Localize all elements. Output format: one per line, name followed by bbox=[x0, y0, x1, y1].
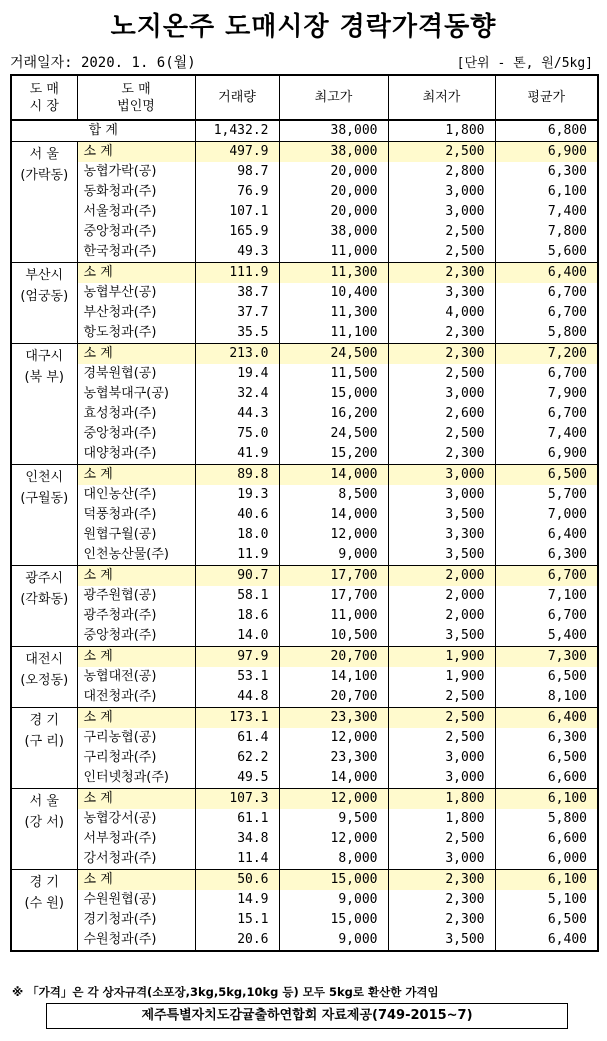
company-name: 농협대전(공) bbox=[77, 667, 195, 687]
max-price-cell: 9,500 bbox=[279, 809, 388, 829]
min-price-cell: 1,800 bbox=[388, 789, 495, 810]
max-price-cell: 14,000 bbox=[279, 465, 388, 486]
max-price-cell: 9,000 bbox=[279, 545, 388, 566]
min-price-cell: 3,000 bbox=[388, 849, 495, 870]
min-price-cell: 3,000 bbox=[388, 182, 495, 202]
company-name: 효성청과(주) bbox=[77, 404, 195, 424]
volume-cell: 61.1 bbox=[195, 809, 279, 829]
avg-price-cell: 6,400 bbox=[495, 930, 598, 951]
subtotal-row bbox=[11, 263, 598, 284]
header-market-text: 도 매 시 장 bbox=[29, 81, 59, 114]
avg-price-cell: 7,400 bbox=[495, 202, 598, 222]
company-name: 소 계 bbox=[77, 566, 195, 587]
company-name: 구리농협(공) bbox=[77, 728, 195, 748]
table-header-row bbox=[11, 75, 598, 120]
table-row bbox=[11, 182, 598, 202]
min-price-cell: 3,000 bbox=[388, 384, 495, 404]
company-name: 수원원협(공) bbox=[77, 890, 195, 910]
min-price-cell: 2,300 bbox=[388, 323, 495, 344]
market-name: 부산시 (엄궁동) bbox=[11, 263, 77, 344]
min-price-cell: 2,000 bbox=[388, 586, 495, 606]
company-name: 농협강서(공) bbox=[77, 809, 195, 829]
avg-price-cell: 6,100 bbox=[495, 182, 598, 202]
min-price-cell: 4,000 bbox=[388, 303, 495, 323]
volume-cell: 107.1 bbox=[195, 202, 279, 222]
subtotal-row bbox=[11, 870, 598, 891]
max-price-cell: 10,400 bbox=[279, 283, 388, 303]
table-row bbox=[11, 910, 598, 930]
table-row bbox=[11, 424, 598, 444]
company-name: 농협북대구(공) bbox=[77, 384, 195, 404]
company-name: 소 계 bbox=[77, 344, 195, 365]
volume-cell: 89.8 bbox=[195, 465, 279, 486]
max-price-cell: 11,300 bbox=[279, 303, 388, 323]
company-name: 대인농산(주) bbox=[77, 485, 195, 505]
max-price-cell: 23,300 bbox=[279, 748, 388, 768]
min-price-cell: 2,500 bbox=[388, 424, 495, 444]
table-row bbox=[11, 890, 598, 910]
source-box: 제주특별자치도감귤출하연합회 자료제공(749-2015~7) bbox=[46, 1003, 568, 1029]
min-price-cell: 2,000 bbox=[388, 606, 495, 626]
table-row bbox=[11, 829, 598, 849]
company-name: 소 계 bbox=[77, 647, 195, 668]
avg-price-cell: 6,400 bbox=[495, 263, 598, 284]
company-name: 대전청과(주) bbox=[77, 687, 195, 708]
volume-cell: 18.6 bbox=[195, 606, 279, 626]
company-name: 광주원협(공) bbox=[77, 586, 195, 606]
volume-cell: 32.4 bbox=[195, 384, 279, 404]
table-row bbox=[11, 242, 598, 263]
table-row bbox=[11, 303, 598, 323]
min-price-cell: 3,000 bbox=[388, 465, 495, 486]
avg-price-cell: 6,100 bbox=[495, 789, 598, 810]
company-name: 농협가락(공) bbox=[77, 162, 195, 182]
avg-price-cell: 7,000 bbox=[495, 505, 598, 525]
max-price-cell: 11,000 bbox=[279, 242, 388, 263]
company-name: 구리청과(주) bbox=[77, 748, 195, 768]
volume-cell: 14.9 bbox=[195, 890, 279, 910]
company-name: 항도청과(주) bbox=[77, 323, 195, 344]
min-price-cell: 2,500 bbox=[388, 829, 495, 849]
volume-cell: 76.9 bbox=[195, 182, 279, 202]
subtotal-row bbox=[11, 142, 598, 163]
market-name: 대전시 (오정동) bbox=[11, 647, 77, 708]
table-row bbox=[11, 687, 598, 708]
total-max: 38,000 bbox=[279, 120, 388, 142]
max-price-cell: 23,300 bbox=[279, 708, 388, 729]
header-market bbox=[11, 75, 77, 120]
market-name: 서 울 (강 서) bbox=[11, 789, 77, 870]
volume-cell: 213.0 bbox=[195, 344, 279, 365]
market-name: 광주시 (각화동) bbox=[11, 566, 77, 647]
header-min: 최저가 bbox=[388, 75, 495, 120]
table-row bbox=[11, 384, 598, 404]
volume-cell: 19.4 bbox=[195, 364, 279, 384]
volume-cell: 34.8 bbox=[195, 829, 279, 849]
company-name: 경북원협(공) bbox=[77, 364, 195, 384]
company-name: 강서청과(주) bbox=[77, 849, 195, 870]
header-company-text: 도 매 법인명 bbox=[117, 81, 155, 114]
market-name: 경 기 (수 원) bbox=[11, 870, 77, 952]
min-price-cell: 2,500 bbox=[388, 222, 495, 242]
total-volume: 1,432.2 bbox=[195, 120, 279, 142]
min-price-cell: 2,300 bbox=[388, 910, 495, 930]
min-price-cell: 2,300 bbox=[388, 344, 495, 365]
volume-cell: 41.9 bbox=[195, 444, 279, 465]
total-avg: 6,800 bbox=[495, 120, 598, 142]
company-name: 원협구월(공) bbox=[77, 525, 195, 545]
min-price-cell: 2,500 bbox=[388, 142, 495, 163]
avg-price-cell: 7,800 bbox=[495, 222, 598, 242]
volume-cell: 61.4 bbox=[195, 728, 279, 748]
company-name: 소 계 bbox=[77, 708, 195, 729]
company-name: 한국청과(주) bbox=[77, 242, 195, 263]
volume-cell: 44.8 bbox=[195, 687, 279, 708]
min-price-cell: 2,300 bbox=[388, 444, 495, 465]
max-price-cell: 24,500 bbox=[279, 424, 388, 444]
max-price-cell: 9,000 bbox=[279, 890, 388, 910]
total-label: 합 계 bbox=[11, 120, 195, 142]
table-row bbox=[11, 768, 598, 789]
min-price-cell: 1,800 bbox=[388, 809, 495, 829]
avg-price-cell: 6,000 bbox=[495, 849, 598, 870]
table-row bbox=[11, 930, 598, 951]
company-name: 경기청과(주) bbox=[77, 910, 195, 930]
company-name: 소 계 bbox=[77, 263, 195, 284]
min-price-cell: 2,300 bbox=[388, 870, 495, 891]
avg-price-cell: 5,400 bbox=[495, 626, 598, 647]
max-price-cell: 12,000 bbox=[279, 728, 388, 748]
avg-price-cell: 8,100 bbox=[495, 687, 598, 708]
table-row bbox=[11, 222, 598, 242]
company-name: 중앙청과(주) bbox=[77, 222, 195, 242]
max-price-cell: 11,100 bbox=[279, 323, 388, 344]
volume-cell: 107.3 bbox=[195, 789, 279, 810]
avg-price-cell: 6,700 bbox=[495, 303, 598, 323]
min-price-cell: 2,500 bbox=[388, 242, 495, 263]
company-name: 중앙청과(주) bbox=[77, 626, 195, 647]
max-price-cell: 20,700 bbox=[279, 647, 388, 668]
market-name: 경 기 (구 리) bbox=[11, 708, 77, 789]
volume-cell: 38.7 bbox=[195, 283, 279, 303]
table-row bbox=[11, 202, 598, 222]
max-price-cell: 20,700 bbox=[279, 687, 388, 708]
max-price-cell: 15,000 bbox=[279, 870, 388, 891]
avg-price-cell: 6,600 bbox=[495, 768, 598, 789]
market-name: 서 울 (가락동) bbox=[11, 142, 77, 263]
avg-price-cell: 7,100 bbox=[495, 586, 598, 606]
max-price-cell: 38,000 bbox=[279, 222, 388, 242]
company-name: 중앙청과(주) bbox=[77, 424, 195, 444]
avg-price-cell: 7,400 bbox=[495, 424, 598, 444]
min-price-cell: 3,000 bbox=[388, 202, 495, 222]
min-price-cell: 2,600 bbox=[388, 404, 495, 424]
subtotal-row bbox=[11, 344, 598, 365]
min-price-cell: 3,000 bbox=[388, 748, 495, 768]
table-row bbox=[11, 444, 598, 465]
max-price-cell: 15,000 bbox=[279, 910, 388, 930]
table-row bbox=[11, 162, 598, 182]
company-name: 소 계 bbox=[77, 142, 195, 163]
volume-cell: 40.6 bbox=[195, 505, 279, 525]
table-body bbox=[11, 120, 598, 951]
table-row bbox=[11, 404, 598, 424]
header-volume: 거래량 bbox=[195, 75, 279, 120]
avg-price-cell: 6,700 bbox=[495, 566, 598, 587]
avg-price-cell: 6,500 bbox=[495, 910, 598, 930]
volume-cell: 14.0 bbox=[195, 626, 279, 647]
table-row bbox=[11, 505, 598, 525]
min-price-cell: 2,500 bbox=[388, 687, 495, 708]
company-name: 소 계 bbox=[77, 465, 195, 486]
max-price-cell: 17,700 bbox=[279, 586, 388, 606]
footnote: ※ 「가격」은 각 상자규격(소포장,3kg,5kg,10kg 등) 모두 5kg로 환산한 가격임 bbox=[12, 985, 439, 999]
avg-price-cell: 7,900 bbox=[495, 384, 598, 404]
min-price-cell: 2,500 bbox=[388, 708, 495, 729]
volume-cell: 37.7 bbox=[195, 303, 279, 323]
max-price-cell: 10,500 bbox=[279, 626, 388, 647]
max-price-cell: 20,000 bbox=[279, 162, 388, 182]
table-row bbox=[11, 525, 598, 545]
min-price-cell: 2,500 bbox=[388, 364, 495, 384]
max-price-cell: 14,000 bbox=[279, 505, 388, 525]
avg-price-cell: 6,900 bbox=[495, 142, 598, 163]
volume-cell: 98.7 bbox=[195, 162, 279, 182]
max-price-cell: 11,000 bbox=[279, 606, 388, 626]
max-price-cell: 12,000 bbox=[279, 829, 388, 849]
table-row bbox=[11, 667, 598, 687]
market-name: 인천시 (구월동) bbox=[11, 465, 77, 566]
volume-cell: 173.1 bbox=[195, 708, 279, 729]
volume-cell: 11.4 bbox=[195, 849, 279, 870]
max-price-cell: 11,500 bbox=[279, 364, 388, 384]
table-row bbox=[11, 606, 598, 626]
company-name: 소 계 bbox=[77, 870, 195, 891]
avg-price-cell: 7,200 bbox=[495, 344, 598, 365]
subtotal-row bbox=[11, 789, 598, 810]
min-price-cell: 2,000 bbox=[388, 566, 495, 587]
min-price-cell: 2,300 bbox=[388, 890, 495, 910]
company-name: 서울청과(주) bbox=[77, 202, 195, 222]
subtotal-row bbox=[11, 647, 598, 668]
volume-cell: 44.3 bbox=[195, 404, 279, 424]
company-name: 인터넷청과(주) bbox=[77, 768, 195, 789]
avg-price-cell: 6,100 bbox=[495, 870, 598, 891]
max-price-cell: 8,000 bbox=[279, 849, 388, 870]
min-price-cell: 1,900 bbox=[388, 667, 495, 687]
max-price-cell: 16,200 bbox=[279, 404, 388, 424]
max-price-cell: 12,000 bbox=[279, 789, 388, 810]
volume-cell: 58.1 bbox=[195, 586, 279, 606]
avg-price-cell: 6,400 bbox=[495, 525, 598, 545]
table-row bbox=[11, 323, 598, 344]
max-price-cell: 8,500 bbox=[279, 485, 388, 505]
max-price-cell: 20,000 bbox=[279, 202, 388, 222]
table-row bbox=[11, 728, 598, 748]
avg-price-cell: 7,300 bbox=[495, 647, 598, 668]
avg-price-cell: 6,500 bbox=[495, 748, 598, 768]
min-price-cell: 3,500 bbox=[388, 545, 495, 566]
avg-price-cell: 5,100 bbox=[495, 890, 598, 910]
avg-price-cell: 6,700 bbox=[495, 404, 598, 424]
volume-cell: 90.7 bbox=[195, 566, 279, 587]
table-row bbox=[11, 283, 598, 303]
header-avg: 평균가 bbox=[495, 75, 598, 120]
max-price-cell: 15,200 bbox=[279, 444, 388, 465]
max-price-cell: 14,100 bbox=[279, 667, 388, 687]
avg-price-cell: 6,300 bbox=[495, 545, 598, 566]
avg-price-cell: 6,300 bbox=[495, 162, 598, 182]
max-price-cell: 15,000 bbox=[279, 384, 388, 404]
company-name: 대양청과(주) bbox=[77, 444, 195, 465]
min-price-cell: 3,000 bbox=[388, 768, 495, 789]
avg-price-cell: 6,700 bbox=[495, 606, 598, 626]
volume-cell: 20.6 bbox=[195, 930, 279, 951]
volume-cell: 111.9 bbox=[195, 263, 279, 284]
company-name: 소 계 bbox=[77, 789, 195, 810]
min-price-cell: 3,500 bbox=[388, 626, 495, 647]
max-price-cell: 11,300 bbox=[279, 263, 388, 284]
table-row bbox=[11, 626, 598, 647]
table-row bbox=[11, 364, 598, 384]
avg-price-cell: 6,500 bbox=[495, 465, 598, 486]
table-row bbox=[11, 586, 598, 606]
volume-cell: 497.9 bbox=[195, 142, 279, 163]
company-name: 광주청과(주) bbox=[77, 606, 195, 626]
volume-cell: 49.3 bbox=[195, 242, 279, 263]
avg-price-cell: 6,300 bbox=[495, 728, 598, 748]
volume-cell: 49.5 bbox=[195, 768, 279, 789]
volume-cell: 35.5 bbox=[195, 323, 279, 344]
company-name: 수원청과(주) bbox=[77, 930, 195, 951]
avg-price-cell: 6,700 bbox=[495, 283, 598, 303]
table-row bbox=[11, 545, 598, 566]
max-price-cell: 38,000 bbox=[279, 142, 388, 163]
header-company bbox=[77, 75, 195, 120]
min-price-cell: 2,500 bbox=[388, 728, 495, 748]
price-table bbox=[10, 74, 599, 952]
table-row bbox=[11, 485, 598, 505]
volume-cell: 62.2 bbox=[195, 748, 279, 768]
total-row bbox=[11, 120, 598, 142]
avg-price-cell: 6,600 bbox=[495, 829, 598, 849]
avg-price-cell: 6,500 bbox=[495, 667, 598, 687]
avg-price-cell: 5,800 bbox=[495, 323, 598, 344]
min-price-cell: 3,300 bbox=[388, 283, 495, 303]
volume-cell: 50.6 bbox=[195, 870, 279, 891]
company-name: 덕풍청과(주) bbox=[77, 505, 195, 525]
avg-price-cell: 5,700 bbox=[495, 485, 598, 505]
min-price-cell: 2,800 bbox=[388, 162, 495, 182]
subtotal-row bbox=[11, 708, 598, 729]
max-price-cell: 17,700 bbox=[279, 566, 388, 587]
table-row bbox=[11, 748, 598, 768]
page-title: 노지온주 도매시장 경락가격동향 bbox=[110, 12, 497, 42]
table-row bbox=[11, 849, 598, 870]
min-price-cell: 2,300 bbox=[388, 263, 495, 284]
company-name: 인천농산물(주) bbox=[77, 545, 195, 566]
table-row bbox=[11, 809, 598, 829]
company-name: 부산청과(주) bbox=[77, 303, 195, 323]
company-name: 농협부산(공) bbox=[77, 283, 195, 303]
subtotal-row bbox=[11, 566, 598, 587]
header-max: 최고가 bbox=[279, 75, 388, 120]
avg-price-cell: 6,900 bbox=[495, 444, 598, 465]
max-price-cell: 9,000 bbox=[279, 930, 388, 951]
company-name: 서부청과(주) bbox=[77, 829, 195, 849]
volume-cell: 53.1 bbox=[195, 667, 279, 687]
min-price-cell: 3,000 bbox=[388, 485, 495, 505]
market-name: 대구시 (북 부) bbox=[11, 344, 77, 465]
min-price-cell: 1,900 bbox=[388, 647, 495, 668]
volume-cell: 15.1 bbox=[195, 910, 279, 930]
avg-price-cell: 6,700 bbox=[495, 364, 598, 384]
trade-date: 거래일자: 2020. 1. 6(월) bbox=[10, 55, 196, 71]
max-price-cell: 20,000 bbox=[279, 182, 388, 202]
min-price-cell: 3,500 bbox=[388, 505, 495, 525]
volume-cell: 11.9 bbox=[195, 545, 279, 566]
min-price-cell: 3,300 bbox=[388, 525, 495, 545]
company-name: 동화청과(주) bbox=[77, 182, 195, 202]
subtotal-row bbox=[11, 465, 598, 486]
max-price-cell: 14,000 bbox=[279, 768, 388, 789]
min-price-cell: 3,500 bbox=[388, 930, 495, 951]
avg-price-cell: 5,800 bbox=[495, 809, 598, 829]
volume-cell: 75.0 bbox=[195, 424, 279, 444]
avg-price-cell: 5,600 bbox=[495, 242, 598, 263]
volume-cell: 19.3 bbox=[195, 485, 279, 505]
volume-cell: 18.0 bbox=[195, 525, 279, 545]
volume-cell: 165.9 bbox=[195, 222, 279, 242]
unit-label: [단위 - 톤, 원/5kg] bbox=[456, 56, 593, 71]
total-min: 1,800 bbox=[388, 120, 495, 142]
max-price-cell: 24,500 bbox=[279, 344, 388, 365]
avg-price-cell: 6,400 bbox=[495, 708, 598, 729]
volume-cell: 97.9 bbox=[195, 647, 279, 668]
max-price-cell: 12,000 bbox=[279, 525, 388, 545]
